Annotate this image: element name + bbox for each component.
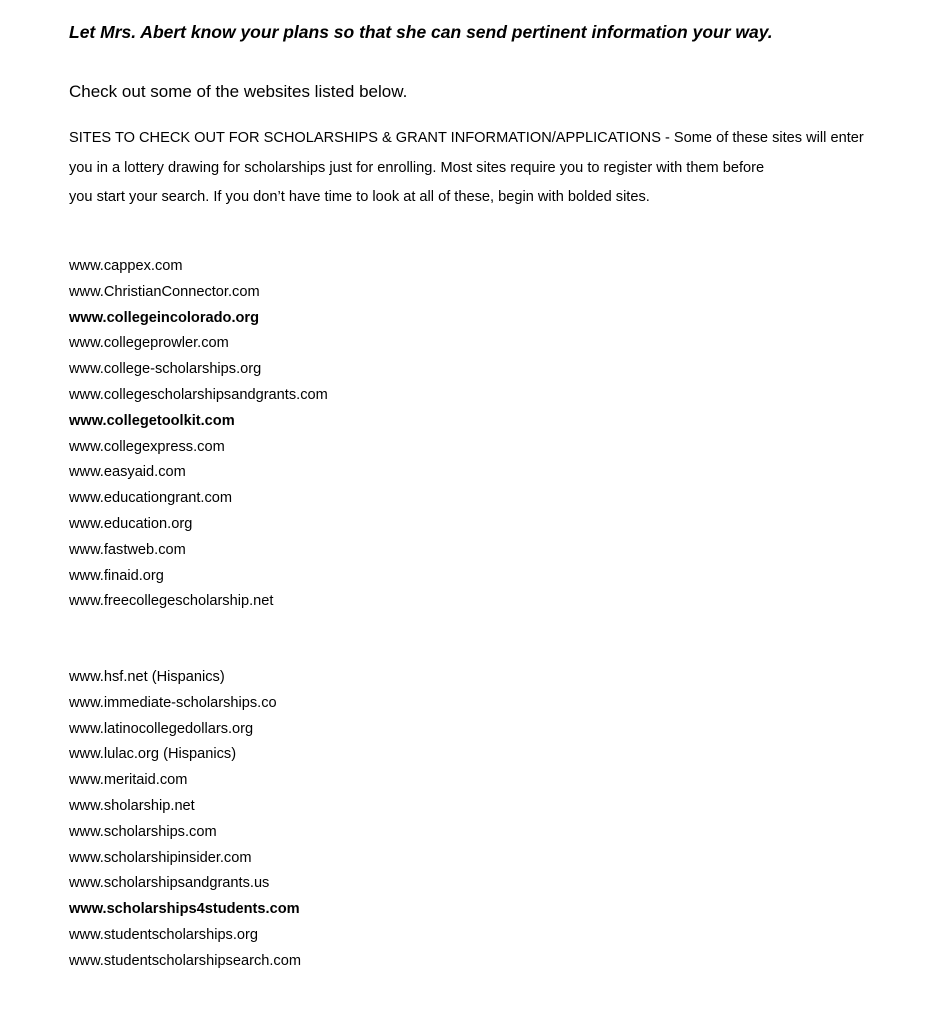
site-list-item: www.scholarshipsandgrants.us bbox=[69, 875, 270, 892]
paragraph-line: you start your search. If you don’t have time to look at all of these, begin with bolded sites. bbox=[69, 189, 650, 205]
site-list-item: www.collegeincolorado.org bbox=[69, 309, 260, 326]
page-heading: Let Mrs. Abert know your plans so that she can send pertinent information your way. bbox=[69, 22, 773, 42]
site-list-item: www.cappex.com bbox=[69, 258, 183, 274]
site-list-item: www.studentscholarships.org bbox=[69, 926, 258, 943]
site-list-item: www.studentscholarshipsearch.com bbox=[69, 952, 301, 969]
site-list-item: www.finaid.org bbox=[69, 567, 164, 584]
site-list-item: www.fastweb.com bbox=[69, 541, 186, 558]
instructions-paragraph bbox=[69, 124, 869, 213]
site-list-item: www.educationgrant.com bbox=[69, 490, 233, 507]
site-list-item: www.collegeprowler.com bbox=[69, 335, 229, 352]
paragraph-line: you in a lottery drawing for scholarships just for enrolling. Most sites require you to register with them before bbox=[69, 159, 765, 176]
site-list-item: www.college-scholarships.org bbox=[69, 361, 262, 378]
site-list-group-1 bbox=[69, 254, 328, 615]
site-list-group-2 bbox=[69, 665, 301, 975]
site-list-item: www.lulac.org (Hispanics) bbox=[69, 746, 237, 763]
site-list-item: www.immediate-scholarships.co bbox=[69, 694, 277, 711]
site-list-item: www.scholarships.com bbox=[69, 823, 217, 840]
site-list-item: www.hsf.net (Hispanics) bbox=[69, 669, 225, 685]
site-list-item: www.scholarshipinsider.com bbox=[69, 849, 252, 866]
site-list-item: www.latinocollegedollars.org bbox=[69, 720, 254, 737]
site-list-item: www.meritaid.com bbox=[69, 772, 188, 789]
site-list-item: www.freecollegescholarship.net bbox=[69, 593, 274, 610]
site-list-item: www.collegetoolkit.com bbox=[69, 412, 235, 429]
intro-text: Check out some of the websites listed below. bbox=[69, 82, 408, 101]
paragraph-line: SITES TO CHECK OUT FOR SCHOLARSHIPS & GRANT INFORMATION/APPLICATIONS - Some of these sites will enter bbox=[69, 130, 864, 146]
site-list-item: www.ChristianConnector.com bbox=[69, 283, 260, 300]
site-list-item: www.sholarship.net bbox=[69, 797, 195, 814]
site-list-item: www.education.org bbox=[69, 515, 193, 532]
site-list-item: www.scholarships4students.com bbox=[69, 901, 300, 918]
site-list-item: www.collegescholarshipsandgrants.com bbox=[69, 386, 328, 403]
site-list-item: www.easyaid.com bbox=[69, 464, 186, 481]
site-list-item: www.collegexpress.com bbox=[69, 438, 225, 455]
